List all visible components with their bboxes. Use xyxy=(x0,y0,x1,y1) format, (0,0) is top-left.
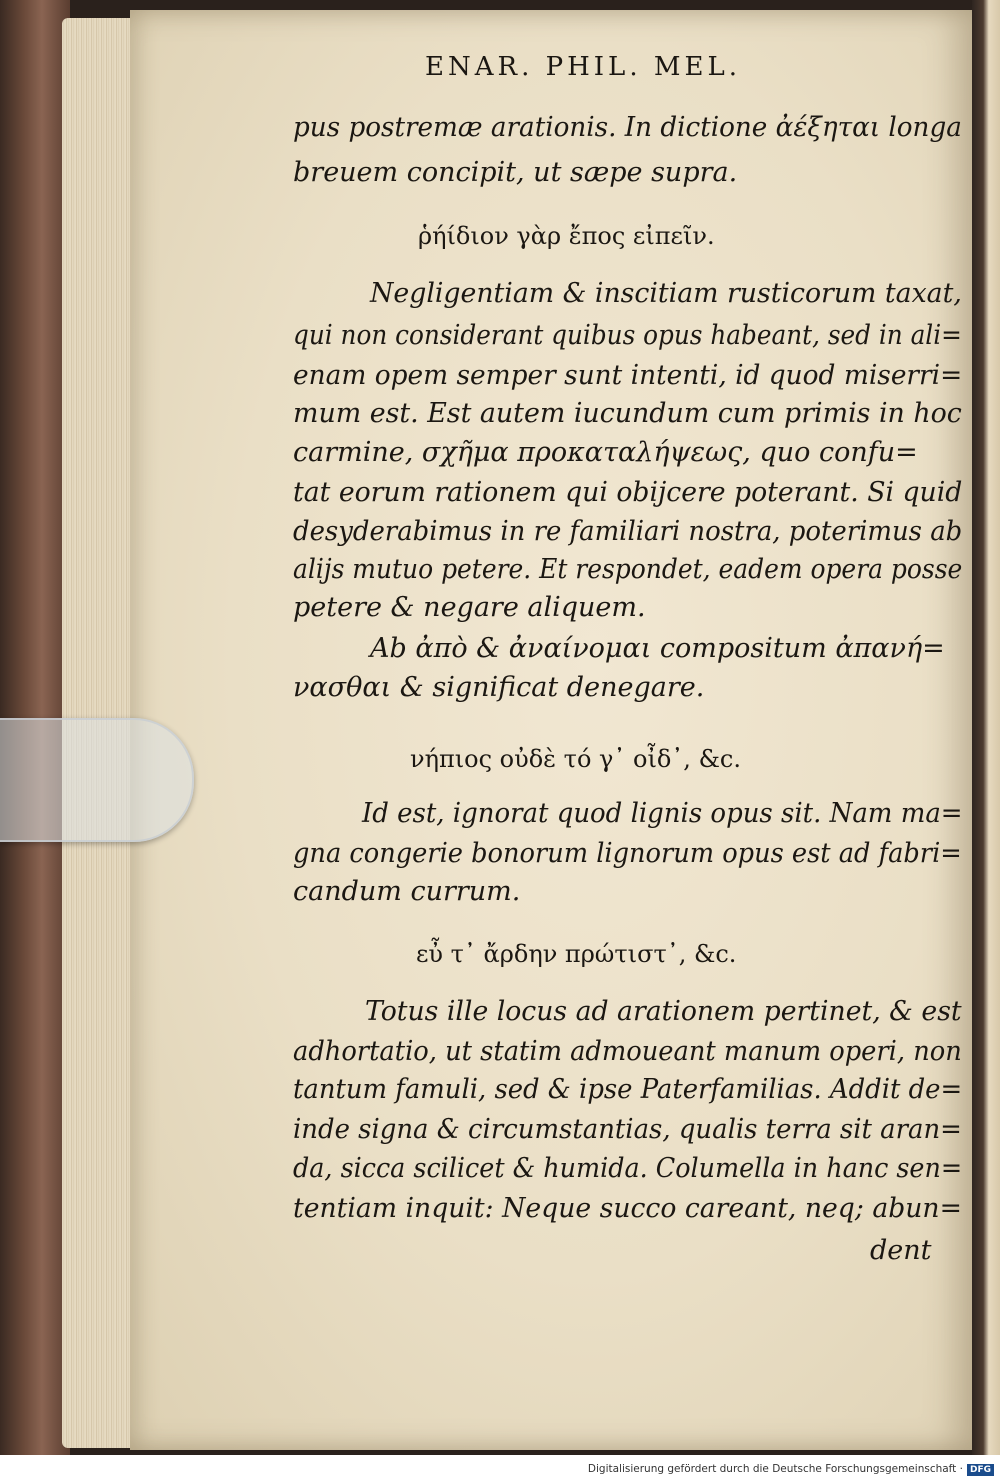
text-line: alijs mutuo petere. Et respondet, eadem opera posse xyxy=(293,554,963,585)
footer-credit xyxy=(588,1463,994,1476)
text-line: breuem concipit, ut sæpe supra. xyxy=(293,157,738,188)
text-line: candum currum. xyxy=(293,876,521,907)
greek-verse: νήπιος οὐδὲ τό γ᾽ οἶδ᾽, &c. xyxy=(410,745,741,773)
text-line: da, sicca scilicet & humida. Columella in hanc sen= xyxy=(293,1153,963,1184)
dfg-logo-icon: DFG xyxy=(967,1464,994,1476)
text-line: qui non considerant quibus opus habeant, sed in ali= xyxy=(293,320,962,351)
text-line: tat eorum rationem qui obijcere poterant. Si quid xyxy=(293,477,963,508)
text-line: adhortatio, ut statim admoueant manum operi, non xyxy=(293,1036,962,1067)
footer-credit-text: Digitalisierung gefördert durch die Deutsche Forschungsgemeinschaft · xyxy=(587,1463,963,1475)
facing-page-edge xyxy=(972,0,1000,1483)
text-line: Negligentiam & inscitiam rusticorum taxat, xyxy=(370,278,962,309)
text-line: tantum famuli, sed & ipse Paterfamilias. Addit de= xyxy=(293,1074,963,1105)
text-line: pus postremæ arationis. In dictione ἀέξηται longa xyxy=(293,112,962,143)
text-line: gna congerie bonorum lignorum opus est ad fabri= xyxy=(293,838,962,869)
running-head: ENAR. PHIL. MEL. xyxy=(425,52,741,82)
greek-verse: εὖ τ᾽ ἄρδην πρώτιστ᾽, &c. xyxy=(416,940,737,968)
greek-verse: ῥήίδιον γὰρ ἔπος εἰπεῖν. xyxy=(418,222,715,250)
text-line: mum est. Est autem iucundum cum primis in hoc xyxy=(293,398,962,429)
text-line: tentiam inquit: Neque succo careant, neq; abun= xyxy=(293,1193,962,1224)
text-line: Id est, ignorat quod lignis opus sit. Nam ma= xyxy=(362,798,963,829)
catchword: dent xyxy=(870,1235,932,1266)
bookmark-clip xyxy=(0,718,194,842)
text-line: νασθαι & significat denegare. xyxy=(293,672,705,703)
text-line: Totus ille locus ad arationem pertinet, & est xyxy=(365,996,962,1027)
text-line: desyderabimus in re familiari nostra, poterimus ab xyxy=(293,516,963,547)
text-line: carmine, σχῆμα προκαταλήψεως, quo confu= xyxy=(293,437,918,468)
text-line: Ab ἀπὸ & ἀναίνομαι compositum ἀπανή= xyxy=(370,633,945,664)
text-line: petere & negare aliquem. xyxy=(293,592,646,623)
text-line: inde signa & circumstantias, qualis terra sit aran= xyxy=(293,1114,962,1145)
text-line: enam opem semper sunt intenti, id quod miserri= xyxy=(293,360,963,391)
